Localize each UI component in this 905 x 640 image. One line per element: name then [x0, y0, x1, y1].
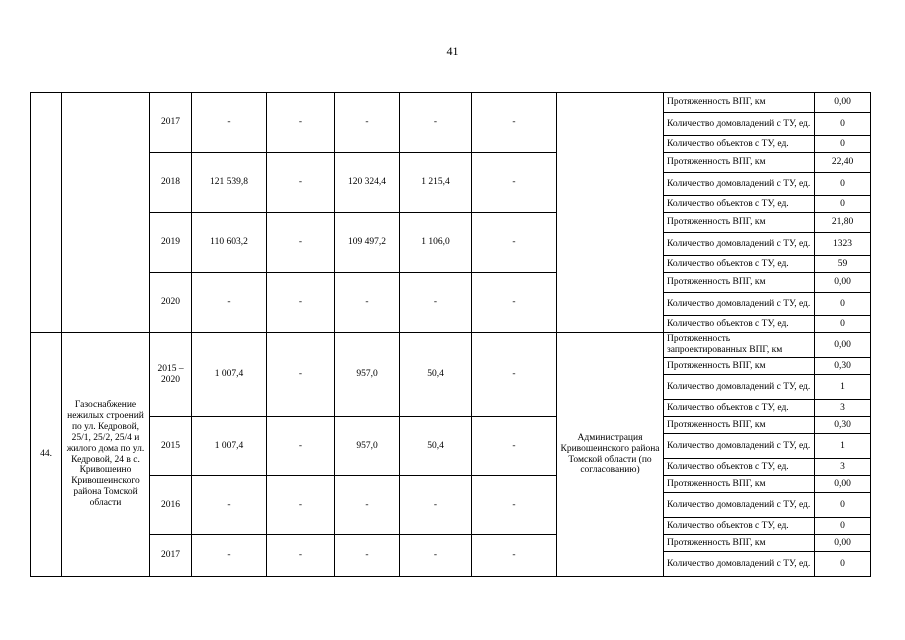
total-cell: -: [192, 476, 267, 535]
indicator-value: 21,80: [815, 213, 871, 233]
indicator-label: Количество объектов с ТУ, ед.: [664, 400, 815, 417]
indicator-label: Количество объектов с ТУ, ед.: [664, 518, 815, 535]
other-cell: -: [472, 476, 557, 535]
total-cell: 1 007,4: [192, 417, 267, 476]
total-cell: -: [192, 535, 267, 577]
executor-cell: Администрация Кривошеинского района Томской области (по согласованию): [557, 333, 664, 577]
other-cell: -: [472, 417, 557, 476]
federal-cell: -: [267, 333, 335, 417]
indicator-label: Количество объектов с ТУ, ед.: [664, 256, 815, 273]
regional-cell: -: [335, 93, 400, 153]
year-cell: 2018: [150, 153, 192, 213]
indicator-value: 22,40: [815, 153, 871, 173]
indicator-label: Количество домовладений с ТУ, ед.: [664, 434, 815, 459]
table-row: [31, 213, 871, 233]
program-table: [30, 92, 871, 577]
total-cell: 110 603,2: [192, 213, 267, 273]
indicator-value: 0,00: [815, 535, 871, 552]
regional-cell: -: [335, 273, 400, 333]
regional-cell: 957,0: [335, 417, 400, 476]
other-cell: -: [472, 333, 557, 417]
page-number: 41: [446, 44, 459, 58]
indicator-value: 0,30: [815, 417, 871, 434]
executor-cell: [557, 93, 664, 333]
local-cell: -: [400, 93, 472, 153]
regional-cell: -: [335, 476, 400, 535]
indicator-label: Количество домовладений с ТУ, ед.: [664, 552, 815, 577]
indicator-label: Количество домовладений с ТУ, ед.: [664, 493, 815, 518]
indicator-label: Количество объектов с ТУ, ед.: [664, 136, 815, 153]
year-cell: 2017: [150, 535, 192, 577]
indicator-value: 0,30: [815, 358, 871, 375]
table-row: [31, 417, 871, 434]
indicator-label: Количество объектов с ТУ, ед.: [664, 316, 815, 333]
indicator-label: Протяженность ВПГ, км: [664, 358, 815, 375]
local-cell: 1 215,4: [400, 153, 472, 213]
total-cell: -: [192, 273, 267, 333]
regional-cell: 109 497,2: [335, 213, 400, 273]
indicator-label: Количество домовладений с ТУ, ед.: [664, 173, 815, 196]
indicator-value: 3: [815, 459, 871, 476]
row-number-cell: [31, 93, 62, 333]
federal-cell: -: [267, 535, 335, 577]
indicator-label: Протяженность ВПГ, км: [664, 535, 815, 552]
federal-cell: -: [267, 273, 335, 333]
table-row: [31, 273, 871, 293]
local-cell: -: [400, 273, 472, 333]
indicator-value: 0: [815, 493, 871, 518]
year-cell: 2015: [150, 417, 192, 476]
indicator-value: 0: [815, 316, 871, 333]
federal-cell: -: [267, 417, 335, 476]
federal-cell: -: [267, 153, 335, 213]
regional-cell: 957,0: [335, 333, 400, 417]
table-row: [31, 153, 871, 173]
table-row: [31, 333, 871, 358]
federal-cell: -: [267, 93, 335, 153]
indicator-label: Протяженность ВПГ, км: [664, 476, 815, 493]
indicator-label: Количество домовладений с ТУ, ед.: [664, 375, 815, 400]
total-cell: 1 007,4: [192, 333, 267, 417]
other-cell: -: [472, 153, 557, 213]
total-cell: -: [192, 93, 267, 153]
year-cell: 2017: [150, 93, 192, 153]
indicator-label: Протяженность запроектированных ВПГ, км: [664, 333, 815, 358]
indicator-label: Протяженность ВПГ, км: [664, 417, 815, 434]
year-cell: 2016: [150, 476, 192, 535]
indicator-label: Протяженность ВПГ, км: [664, 213, 815, 233]
indicator-value: 0: [815, 113, 871, 136]
indicator-value: 0: [815, 173, 871, 196]
indicator-value: 0: [815, 552, 871, 577]
federal-cell: -: [267, 213, 335, 273]
table-row: [31, 535, 871, 552]
other-cell: -: [472, 273, 557, 333]
local-cell: 50,4: [400, 417, 472, 476]
indicator-value: 0,00: [815, 333, 871, 358]
other-cell: -: [472, 535, 557, 577]
regional-cell: -: [335, 535, 400, 577]
indicator-value: 59: [815, 256, 871, 273]
object-name-cell: Газоснабжение нежилых строений по ул. Кедровой, 25/1, 25/2, 25/4 и жилого дома по ул. Кедровой, 24 в с. Кривошеино Кривошеинского района Томской области: [62, 333, 150, 577]
local-cell: 50,4: [400, 333, 472, 417]
indicator-value: 0,00: [815, 476, 871, 493]
table-row: [31, 93, 871, 113]
indicator-label: Протяженность ВПГ, км: [664, 93, 815, 113]
local-cell: -: [400, 476, 472, 535]
indicator-value: 1: [815, 434, 871, 459]
object-name-cell: [62, 93, 150, 333]
indicator-value: 1323: [815, 233, 871, 256]
indicator-value: 0,00: [815, 93, 871, 113]
indicator-value: 3: [815, 400, 871, 417]
indicator-value: 1: [815, 375, 871, 400]
federal-cell: -: [267, 476, 335, 535]
indicator-value: 0,00: [815, 273, 871, 293]
year-cell: 2020: [150, 273, 192, 333]
year-cell: 2019: [150, 213, 192, 273]
indicator-value: 0: [815, 196, 871, 213]
indicator-label: Количество объектов с ТУ, ед.: [664, 196, 815, 213]
indicator-label: Количество домовладений с ТУ, ед.: [664, 233, 815, 256]
local-cell: 1 106,0: [400, 213, 472, 273]
regional-cell: 120 324,4: [335, 153, 400, 213]
indicator-label: Количество объектов с ТУ, ед.: [664, 459, 815, 476]
indicator-label: Протяженность ВПГ, км: [664, 153, 815, 173]
table-row: [31, 476, 871, 493]
indicator-value: 0: [815, 136, 871, 153]
other-cell: -: [472, 213, 557, 273]
indicator-value: 0: [815, 518, 871, 535]
indicator-label: Количество домовладений с ТУ, ед.: [664, 113, 815, 136]
year-cell: 2015 – 2020: [150, 333, 192, 417]
indicator-label: Протяженность ВПГ, км: [664, 273, 815, 293]
other-cell: -: [472, 93, 557, 153]
total-cell: 121 539,8: [192, 153, 267, 213]
local-cell: -: [400, 535, 472, 577]
row-number-cell: 44.: [31, 333, 62, 577]
indicator-value: 0: [815, 293, 871, 316]
indicator-label: Количество домовладений с ТУ, ед.: [664, 293, 815, 316]
